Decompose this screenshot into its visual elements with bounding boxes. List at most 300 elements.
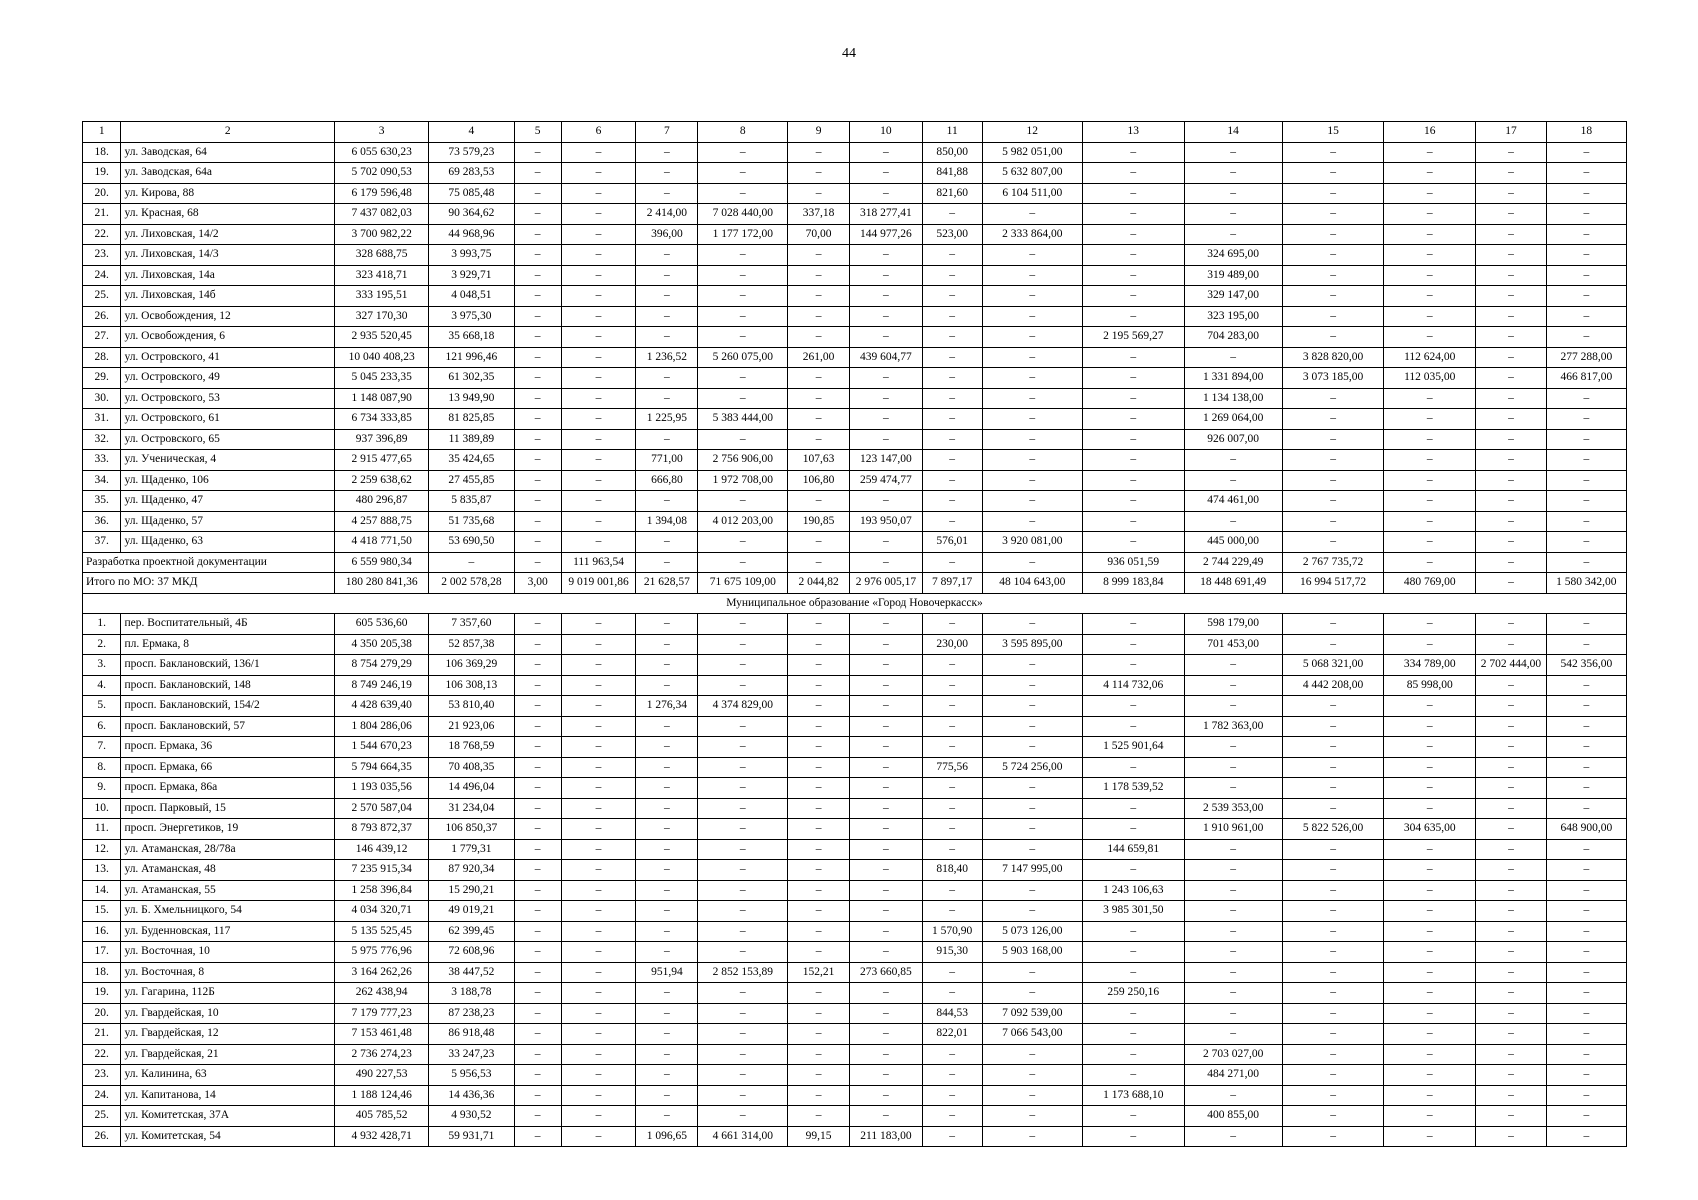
value-cell-col-9: – (788, 716, 850, 737)
table-row (83, 819, 1627, 840)
value-cell-col-10: – (850, 921, 923, 942)
value-cell-col-4: 72 608,96 (429, 942, 514, 963)
value-cell-col-14: – (1184, 696, 1282, 717)
address-cell: просп. Ермака, 36 (121, 737, 335, 758)
row-number: 19. (83, 983, 121, 1004)
value-cell-col-10: – (850, 368, 923, 389)
row-number: 11. (83, 819, 121, 840)
value-cell-col-18: 1 580 342,00 (1546, 573, 1626, 594)
value-cell-col-5: – (514, 921, 561, 942)
value-cell-col-8: – (698, 716, 788, 737)
address-cell: ул. Комитетская, 37А (121, 1106, 335, 1127)
value-cell-col-12: 2 333 864,00 (982, 224, 1082, 245)
table-row (83, 142, 1627, 163)
value-cell-col-7: 1 096,65 (636, 1126, 698, 1147)
value-cell-col-7: – (636, 757, 698, 778)
row-number: 30. (83, 388, 121, 409)
address-cell: ул. Заводская, 64а (121, 163, 335, 184)
value-cell-col-14: 2 744 229,49 (1184, 552, 1282, 573)
value-cell-col-6: – (561, 450, 636, 471)
value-cell-col-18: – (1546, 614, 1626, 635)
value-cell-col-15: – (1282, 716, 1384, 737)
value-cell-col-15: 3 073 185,00 (1282, 368, 1384, 389)
value-cell-col-7: – (636, 839, 698, 860)
value-cell-col-5: – (514, 778, 561, 799)
column-number-cell: 9 (788, 122, 850, 143)
value-cell-col-4: 75 085,48 (429, 183, 514, 204)
value-cell-col-3: 6 734 333,85 (335, 409, 429, 430)
value-cell-col-12: – (982, 450, 1082, 471)
value-cell-col-12: – (982, 286, 1082, 307)
value-cell-col-10: – (850, 163, 923, 184)
value-cell-col-17: – (1476, 142, 1547, 163)
value-cell-col-13: – (1083, 265, 1185, 286)
value-cell-col-13: – (1083, 306, 1185, 327)
value-cell-col-3: 3 700 982,22 (335, 224, 429, 245)
value-cell-col-10: – (850, 880, 923, 901)
value-cell-col-11: – (922, 450, 982, 471)
value-cell-col-11: – (922, 245, 982, 266)
value-cell-col-7: – (636, 860, 698, 881)
value-cell-col-16: – (1384, 450, 1476, 471)
value-cell-col-4: 13 949,90 (429, 388, 514, 409)
value-cell-col-3: 405 785,52 (335, 1106, 429, 1127)
value-cell-col-6: – (561, 429, 636, 450)
value-cell-col-5: 3,00 (514, 573, 561, 594)
value-cell-col-17: – (1476, 1126, 1547, 1147)
value-cell-col-17: – (1476, 245, 1547, 266)
address-cell: пер. Воспитательный, 4Б (121, 614, 335, 635)
value-cell-col-4: 106 850,37 (429, 819, 514, 840)
address-cell: ул. Щаденко, 57 (121, 511, 335, 532)
value-cell-col-12: – (982, 798, 1082, 819)
value-cell-col-11: – (922, 962, 982, 983)
value-cell-col-3: 4 257 888,75 (335, 511, 429, 532)
value-cell-col-6: – (561, 839, 636, 860)
value-cell-col-5: – (514, 204, 561, 225)
section-header-row (83, 593, 1627, 614)
value-cell-col-4: 1 779,31 (429, 839, 514, 860)
value-cell-col-16: – (1384, 737, 1476, 758)
value-cell-col-18: 648 900,00 (1546, 819, 1626, 840)
value-cell-col-17: – (1476, 880, 1547, 901)
summary-row (83, 552, 1627, 573)
value-cell-col-17: – (1476, 757, 1547, 778)
value-cell-col-9: 190,85 (788, 511, 850, 532)
value-cell-col-4: 3 993,75 (429, 245, 514, 266)
value-cell-col-6: – (561, 675, 636, 696)
table-row (83, 696, 1627, 717)
value-cell-col-13: – (1083, 368, 1185, 389)
value-cell-col-10: 259 474,77 (850, 470, 923, 491)
value-cell-col-7: – (636, 1003, 698, 1024)
table-row (83, 921, 1627, 942)
value-cell-col-10: – (850, 388, 923, 409)
value-cell-col-13: – (1083, 429, 1185, 450)
table-row (83, 347, 1627, 368)
address-cell: ул. Восточная, 8 (121, 962, 335, 983)
value-cell-col-18: – (1546, 388, 1626, 409)
value-cell-col-9: – (788, 655, 850, 676)
address-cell: просп. Баклановский, 136/1 (121, 655, 335, 676)
value-cell-col-10: – (850, 286, 923, 307)
value-cell-col-13: – (1083, 409, 1185, 430)
value-cell-col-9: 261,00 (788, 347, 850, 368)
address-cell: ул. Капитанова, 14 (121, 1085, 335, 1106)
address-cell: ул. Комитетская, 54 (121, 1126, 335, 1147)
value-cell-col-11: 7 897,17 (922, 573, 982, 594)
table-row (83, 716, 1627, 737)
value-cell-col-18: – (1546, 1024, 1626, 1045)
row-number: 16. (83, 921, 121, 942)
value-cell-col-11: – (922, 696, 982, 717)
value-cell-col-15: 5 068 321,00 (1282, 655, 1384, 676)
address-cell: ул. Щаденко, 106 (121, 470, 335, 491)
value-cell-col-16: – (1384, 429, 1476, 450)
value-cell-col-5: – (514, 1024, 561, 1045)
row-number: 12. (83, 839, 121, 860)
value-cell-col-13: – (1083, 388, 1185, 409)
value-cell-col-13: 144 659,81 (1083, 839, 1185, 860)
value-cell-col-5: – (514, 798, 561, 819)
value-cell-col-8: – (698, 942, 788, 963)
value-cell-col-4: 121 996,46 (429, 347, 514, 368)
value-cell-col-10: – (850, 1106, 923, 1127)
value-cell-col-10: – (850, 183, 923, 204)
value-cell-col-6: – (561, 860, 636, 881)
value-cell-col-9: – (788, 306, 850, 327)
column-number-cell: 14 (1184, 122, 1282, 143)
value-cell-col-17: – (1476, 1085, 1547, 1106)
value-cell-col-13: – (1083, 142, 1185, 163)
value-cell-col-17: – (1476, 983, 1547, 1004)
value-cell-col-12: 5 724 256,00 (982, 757, 1082, 778)
value-cell-col-7: – (636, 429, 698, 450)
table-row (83, 327, 1627, 348)
value-cell-col-8: – (698, 388, 788, 409)
value-cell-col-12: 7 066 543,00 (982, 1024, 1082, 1045)
value-cell-col-7: – (636, 1106, 698, 1127)
value-cell-col-8: – (698, 429, 788, 450)
value-cell-col-9: – (788, 778, 850, 799)
value-cell-col-13: 3 985 301,50 (1083, 901, 1185, 922)
value-cell-col-4: 3 929,71 (429, 265, 514, 286)
value-cell-col-8: – (698, 1065, 788, 1086)
value-cell-col-10: 318 277,41 (850, 204, 923, 225)
row-number: 17. (83, 942, 121, 963)
value-cell-col-8: – (698, 306, 788, 327)
value-cell-col-18: – (1546, 778, 1626, 799)
value-cell-col-4: 14 496,04 (429, 778, 514, 799)
value-cell-col-9: – (788, 675, 850, 696)
value-cell-col-4: 106 369,29 (429, 655, 514, 676)
value-cell-col-17: – (1476, 634, 1547, 655)
table-row (83, 1003, 1627, 1024)
value-cell-col-15: – (1282, 163, 1384, 184)
value-cell-col-3: 5 794 664,35 (335, 757, 429, 778)
value-cell-col-4: 70 408,35 (429, 757, 514, 778)
value-cell-col-11: – (922, 901, 982, 922)
value-cell-col-18: – (1546, 798, 1626, 819)
value-cell-col-11: – (922, 552, 982, 573)
value-cell-col-6: – (561, 921, 636, 942)
value-cell-col-6: – (561, 409, 636, 430)
value-cell-col-12: – (982, 716, 1082, 737)
value-cell-col-14: – (1184, 860, 1282, 881)
value-cell-col-8: – (698, 265, 788, 286)
value-cell-col-10: 211 183,00 (850, 1126, 923, 1147)
value-cell-col-7: – (636, 983, 698, 1004)
value-cell-col-4: – (429, 552, 514, 573)
value-cell-col-12: – (982, 675, 1082, 696)
table-row (83, 655, 1627, 676)
value-cell-col-13: – (1083, 1044, 1185, 1065)
value-cell-col-18: – (1546, 552, 1626, 573)
address-cell: ул. Островского, 41 (121, 347, 335, 368)
value-cell-col-7: 21 628,57 (636, 573, 698, 594)
value-cell-col-5: – (514, 450, 561, 471)
value-cell-col-4: 7 357,60 (429, 614, 514, 635)
value-cell-col-3: 180 280 841,36 (335, 573, 429, 594)
value-cell-col-14: 2 539 353,00 (1184, 798, 1282, 819)
value-cell-col-6: – (561, 368, 636, 389)
value-cell-col-17: – (1476, 183, 1547, 204)
value-cell-col-5: – (514, 368, 561, 389)
value-cell-col-8: – (698, 634, 788, 655)
address-cell: ул. Островского, 49 (121, 368, 335, 389)
value-cell-col-13: – (1083, 1065, 1185, 1086)
value-cell-col-15: – (1282, 142, 1384, 163)
value-cell-col-11: – (922, 1044, 982, 1065)
row-number: 4. (83, 675, 121, 696)
address-cell: ул. Б. Хмельницкого, 54 (121, 901, 335, 922)
table-row (83, 224, 1627, 245)
value-cell-col-11: – (922, 470, 982, 491)
value-cell-col-17: – (1476, 286, 1547, 307)
value-cell-col-17: – (1476, 675, 1547, 696)
value-cell-col-6: – (561, 901, 636, 922)
row-number: 13. (83, 860, 121, 881)
value-cell-col-14: 1 910 961,00 (1184, 819, 1282, 840)
value-cell-col-9: – (788, 1044, 850, 1065)
value-cell-col-6: – (561, 163, 636, 184)
value-cell-col-12: – (982, 1044, 1082, 1065)
value-cell-col-12: – (982, 655, 1082, 676)
value-cell-col-17: – (1476, 347, 1547, 368)
value-cell-col-11: 818,40 (922, 860, 982, 881)
value-cell-col-9: – (788, 183, 850, 204)
value-cell-col-13: – (1083, 819, 1185, 840)
value-cell-col-14: – (1184, 962, 1282, 983)
value-cell-col-17: – (1476, 696, 1547, 717)
value-cell-col-6: – (561, 737, 636, 758)
value-cell-col-3: 1 258 396,84 (335, 880, 429, 901)
value-cell-col-16: – (1384, 1106, 1476, 1127)
value-cell-col-8: 4 661 314,00 (698, 1126, 788, 1147)
value-cell-col-3: 8 754 279,29 (335, 655, 429, 676)
value-cell-col-11: – (922, 1065, 982, 1086)
value-cell-col-17: – (1476, 306, 1547, 327)
value-cell-col-13: – (1083, 798, 1185, 819)
value-cell-col-4: 3 188,78 (429, 983, 514, 1004)
value-cell-col-12: – (982, 511, 1082, 532)
value-cell-col-17: – (1476, 614, 1547, 635)
value-cell-col-18: 466 817,00 (1546, 368, 1626, 389)
value-cell-col-17: – (1476, 224, 1547, 245)
value-cell-col-12: 5 073 126,00 (982, 921, 1082, 942)
value-cell-col-13: – (1083, 1106, 1185, 1127)
column-number-cell: 1 (83, 122, 121, 143)
value-cell-col-10: – (850, 860, 923, 881)
value-cell-col-7: – (636, 942, 698, 963)
value-cell-col-7: – (636, 655, 698, 676)
value-cell-col-5: – (514, 614, 561, 635)
table-row (83, 614, 1627, 635)
row-number: 1. (83, 614, 121, 635)
value-cell-col-3: 7 437 082,03 (335, 204, 429, 225)
value-cell-col-13: 936 051,59 (1083, 552, 1185, 573)
value-cell-col-16: – (1384, 1085, 1476, 1106)
value-cell-col-3: 605 536,60 (335, 614, 429, 635)
value-cell-col-10: – (850, 491, 923, 512)
address-cell: ул. Ученическая, 4 (121, 450, 335, 471)
value-cell-col-4: 61 302,35 (429, 368, 514, 389)
value-cell-col-9: – (788, 921, 850, 942)
value-cell-col-15: – (1282, 901, 1384, 922)
value-cell-col-8: – (698, 675, 788, 696)
value-cell-col-11: 576,01 (922, 532, 982, 553)
value-cell-col-9: 107,63 (788, 450, 850, 471)
address-cell: просп. Баклановский, 154/2 (121, 696, 335, 717)
value-cell-col-9: – (788, 1024, 850, 1045)
value-cell-col-13: 8 999 183,84 (1083, 573, 1185, 594)
value-cell-col-14: – (1184, 204, 1282, 225)
value-cell-col-11: – (922, 511, 982, 532)
value-cell-col-12: – (982, 491, 1082, 512)
value-cell-col-17: – (1476, 901, 1547, 922)
value-cell-col-14: – (1184, 757, 1282, 778)
address-cell: ул. Красная, 68 (121, 204, 335, 225)
value-cell-col-13: – (1083, 716, 1185, 737)
value-cell-col-7: – (636, 491, 698, 512)
value-cell-col-9: 2 044,82 (788, 573, 850, 594)
value-cell-col-15: – (1282, 491, 1384, 512)
value-cell-col-15: – (1282, 183, 1384, 204)
value-cell-col-3: 323 418,71 (335, 265, 429, 286)
value-cell-col-18: – (1546, 962, 1626, 983)
value-cell-col-12: – (982, 347, 1082, 368)
value-cell-col-15: – (1282, 1106, 1384, 1127)
value-cell-col-10: – (850, 245, 923, 266)
value-cell-col-11: – (922, 655, 982, 676)
value-cell-col-18: – (1546, 1126, 1626, 1147)
value-cell-col-18: – (1546, 470, 1626, 491)
value-cell-col-15: – (1282, 1044, 1384, 1065)
value-cell-col-11: – (922, 880, 982, 901)
value-cell-col-11: 523,00 (922, 224, 982, 245)
value-cell-col-18: – (1546, 880, 1626, 901)
value-cell-col-7: – (636, 798, 698, 819)
address-cell: просп. Ермака, 66 (121, 757, 335, 778)
row-number: 7. (83, 737, 121, 758)
value-cell-col-12: 5 632 807,00 (982, 163, 1082, 184)
row-number: 28. (83, 347, 121, 368)
value-cell-col-3: 4 428 639,40 (335, 696, 429, 717)
value-cell-col-8: – (698, 983, 788, 1004)
value-cell-col-5: – (514, 470, 561, 491)
value-cell-col-10: – (850, 614, 923, 635)
value-cell-col-14: – (1184, 901, 1282, 922)
value-cell-col-8: – (698, 1024, 788, 1045)
value-cell-col-15: – (1282, 1085, 1384, 1106)
row-number: 3. (83, 655, 121, 676)
value-cell-col-17: – (1476, 1003, 1547, 1024)
value-cell-col-8: – (698, 880, 788, 901)
value-cell-col-3: 1 148 087,90 (335, 388, 429, 409)
value-cell-col-3: 7 153 461,48 (335, 1024, 429, 1045)
value-cell-col-9: – (788, 757, 850, 778)
value-cell-col-12: 7 147 995,00 (982, 860, 1082, 881)
value-cell-col-11: – (922, 306, 982, 327)
summary-label: Итого по МО: 37 МКД (83, 573, 335, 594)
row-number: 27. (83, 327, 121, 348)
value-cell-col-9: – (788, 1065, 850, 1086)
value-cell-col-15: – (1282, 983, 1384, 1004)
column-number-row (83, 122, 1627, 143)
value-cell-col-13: – (1083, 962, 1185, 983)
table-row (83, 901, 1627, 922)
value-cell-col-15: – (1282, 778, 1384, 799)
value-cell-col-15: – (1282, 409, 1384, 430)
value-cell-col-5: – (514, 286, 561, 307)
value-cell-col-10: – (850, 983, 923, 1004)
value-cell-col-18: – (1546, 245, 1626, 266)
value-cell-col-15: 4 442 208,00 (1282, 675, 1384, 696)
value-cell-col-8: – (698, 860, 788, 881)
value-cell-col-8: – (698, 921, 788, 942)
value-cell-col-12: – (982, 306, 1082, 327)
table-row (83, 757, 1627, 778)
address-cell: ул. Буденновская, 117 (121, 921, 335, 942)
value-cell-col-5: – (514, 491, 561, 512)
value-cell-col-16: – (1384, 204, 1476, 225)
value-cell-col-14: – (1184, 983, 1282, 1004)
value-cell-col-10: – (850, 1003, 923, 1024)
row-number: 34. (83, 470, 121, 491)
value-cell-col-10: – (850, 737, 923, 758)
value-cell-col-18: – (1546, 163, 1626, 184)
value-cell-col-9: – (788, 634, 850, 655)
value-cell-col-4: 86 918,48 (429, 1024, 514, 1045)
value-cell-col-5: – (514, 1044, 561, 1065)
address-cell: ул. Атаманская, 28/78а (121, 839, 335, 860)
value-cell-col-17: – (1476, 388, 1547, 409)
value-cell-col-17: – (1476, 737, 1547, 758)
table-row (83, 204, 1627, 225)
row-number: 15. (83, 901, 121, 922)
value-cell-col-6: – (561, 942, 636, 963)
value-cell-col-12: – (982, 962, 1082, 983)
value-cell-col-8: 4 374 829,00 (698, 696, 788, 717)
value-cell-col-14: – (1184, 1126, 1282, 1147)
value-cell-col-4: 14 436,36 (429, 1085, 514, 1106)
value-cell-col-8: – (698, 532, 788, 553)
address-cell: пл. Ермака, 8 (121, 634, 335, 655)
value-cell-col-14: – (1184, 839, 1282, 860)
value-cell-col-7: – (636, 532, 698, 553)
value-cell-col-7: 951,94 (636, 962, 698, 983)
column-number-cell: 4 (429, 122, 514, 143)
